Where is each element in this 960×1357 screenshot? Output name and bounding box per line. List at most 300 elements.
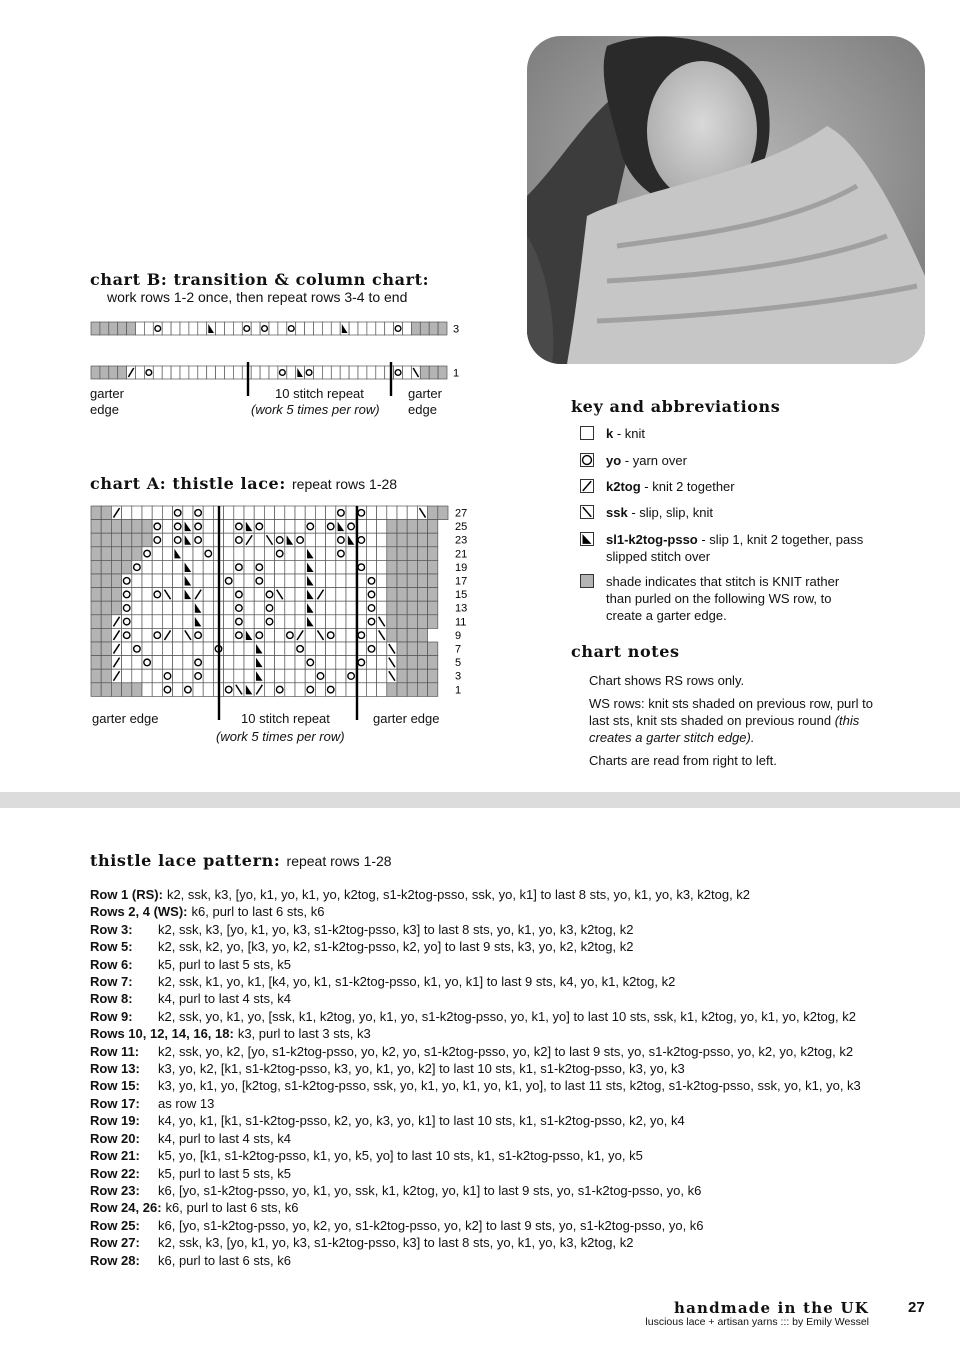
chart-a-cell (132, 683, 142, 697)
pattern-row-label: Row 21: (90, 1148, 140, 1164)
chart-a-cell (122, 560, 132, 574)
chart-a-cell (366, 560, 376, 574)
chart-a-cell (366, 669, 376, 683)
chart-a-cell (377, 560, 387, 574)
chart-a-cell (428, 642, 438, 656)
chart-a-cell (407, 683, 417, 697)
chart-a-cell (142, 669, 152, 683)
chart-a-cell (132, 574, 142, 588)
chart-a-cell (91, 506, 101, 520)
chart-a-cell (173, 560, 183, 574)
chart-a-cell (285, 547, 295, 561)
key-description: - knit (613, 426, 646, 441)
chart-a-cell (142, 560, 152, 574)
chart-a-cell (407, 628, 417, 642)
chart-a-cell (264, 683, 274, 697)
chart-a-cell (366, 656, 376, 670)
chart-a-title: chart A: thistle lace: repeat rows 1-28 (90, 474, 398, 493)
chart-a-cell (264, 628, 274, 642)
chart-a-cell (407, 642, 417, 656)
pattern-row-text: k5, purl to last 5 sts, k5 (158, 1165, 291, 1181)
chart-a-cell (264, 520, 274, 534)
chart-a-cell (162, 574, 172, 588)
pattern-row-label: Row 23: (90, 1182, 140, 1198)
chart-b-garter-left: garter edge (90, 386, 124, 417)
chart-a-cell (336, 642, 346, 656)
chart-a-cell (173, 683, 183, 697)
chart-a-cell (407, 656, 417, 670)
chart-a-cell (142, 588, 152, 602)
chart-a-cell (101, 628, 111, 642)
shaded-square-icon (580, 574, 594, 588)
chart-a-cell (101, 560, 111, 574)
chart-a-cell (377, 683, 387, 697)
chart-a-cell (183, 506, 193, 520)
chart-a-cell (224, 656, 234, 670)
chart-a-cell (132, 615, 142, 629)
pattern-row (90, 938, 930, 955)
pattern-row-text: k5, yo, [k1, s1-k2tog-psso, k1, yo, k5, yo] to last 10 sts, k1, s1-k2tog-psso, k1, yo, k5 (158, 1148, 643, 1164)
chart-a-cell (366, 547, 376, 561)
chart-a-cell (234, 642, 244, 656)
chart-a-cell (407, 588, 417, 602)
chart-a-cell (346, 506, 356, 520)
chart-a-cell (152, 669, 162, 683)
chart-a-cell (183, 547, 193, 561)
chart-a-cell (295, 560, 305, 574)
chart-a-cell (101, 533, 111, 547)
chart-a-cell (387, 588, 397, 602)
chart-a-cell (428, 615, 438, 629)
chart-a-cell (152, 642, 162, 656)
pattern-row-label: Row 20: (90, 1130, 140, 1146)
chart-a-cell (203, 628, 213, 642)
pattern-row (90, 921, 930, 938)
chart-a-cell (417, 642, 427, 656)
chart-a-cell (244, 642, 254, 656)
chart-a-cell (122, 656, 132, 670)
chart-a-row-number: 3 (455, 670, 462, 683)
chart-a-cell (438, 506, 448, 520)
chart-a-cell (305, 628, 315, 642)
chart-a-cell (254, 615, 264, 629)
pattern-row-text: k2, ssk, k1, yo, k1, [k4, yo, k1, s1-k2tog-psso, k1, yo, k1] to last 9 sts, k4, yo, k1, k2tog, k2 (158, 974, 676, 990)
pattern-row-label: Rows 2, 4 (WS): (90, 904, 188, 920)
pattern-row-text: k2, ssk, k3, [yo, k1, yo, k1, yo, k2tog, s1-k2tog-psso, ssk, yo, k1] to last 8 sts, yo, k1, yo, k3, k2tog, k2 (166, 887, 751, 902)
chart-a-cell (244, 615, 254, 629)
chart-a-cell (428, 547, 438, 561)
chart-a-cell (173, 669, 183, 683)
chart-a-cell (132, 669, 142, 683)
chart-a-cell (285, 683, 295, 697)
chart-a-cell (295, 588, 305, 602)
chart-b-garter-right: garter edge (408, 386, 442, 417)
chart-a-cell (346, 560, 356, 574)
slash-square-icon (580, 479, 594, 493)
chart-a-cell (377, 533, 387, 547)
pattern-row (90, 1165, 930, 1182)
chart-a-cell (275, 560, 285, 574)
chart-a-cell (152, 656, 162, 670)
chart-a-cell (417, 683, 427, 697)
empty-square-icon (580, 426, 594, 440)
chart-a-cell (152, 547, 162, 561)
pattern-row-text: k5, purl to last 5 sts, k5 (158, 956, 291, 972)
chart-a-cell (111, 533, 121, 547)
chart-a-cell (142, 533, 152, 547)
pattern-row-text: k2, ssk, k3, [yo, k1, yo, k3, s1-k2tog-psso, k3] to last 8 sts, yo, k1, yo, k3, k2tog, k2 (158, 1235, 634, 1251)
chart-a-cell (397, 560, 407, 574)
chart-a-cell (326, 588, 336, 602)
key-description: - slip, slip, knit (627, 505, 713, 520)
pattern-row-label: Row 22: (90, 1165, 140, 1181)
chart-a-cell (254, 547, 264, 561)
chart-a-cell (285, 669, 295, 683)
chart-a-cell (295, 506, 305, 520)
pattern-row-label: Row 19: (90, 1113, 140, 1129)
chart-b-row-number: 3 (453, 323, 460, 336)
pattern-row-text: k6, [yo, s1-k2tog-psso, yo, k1, yo, ssk, k1, k2tog, yo, k1] to last 9 sts, yo, s1-k2tog-psso, yo, k6 (158, 1182, 702, 1198)
chart-a-cell (234, 547, 244, 561)
key-term: ssk (606, 505, 628, 520)
pattern-row (90, 1043, 930, 1060)
chart-a-cell (326, 601, 336, 615)
chart-a-cell (315, 560, 325, 574)
chart-a-cell (193, 683, 203, 697)
chart-a-cell (193, 547, 203, 561)
chart-a-cell (101, 642, 111, 656)
chart-a-repeat-note: (work 5 times per row) (216, 729, 345, 744)
chart-a-cell (91, 656, 101, 670)
chart-a-cell (295, 574, 305, 588)
chart-a-row-number: 17 (455, 575, 468, 588)
pattern-row-label: Row 8: (90, 991, 133, 1007)
chart-a-cell (173, 574, 183, 588)
pattern-row-text: k6, purl to last 6 sts, k6 (158, 1252, 291, 1268)
chart-a-cell (377, 656, 387, 670)
pattern-row-label: Row 24, 26: (90, 1200, 162, 1216)
pattern-row (90, 903, 930, 920)
chart-a-cell (275, 520, 285, 534)
pattern-row-text: k3, purl to last 3 sts, k3 (237, 1026, 371, 1042)
pattern-row (90, 1060, 930, 1077)
chart-a-cell (234, 669, 244, 683)
chart-a-cell (101, 615, 111, 629)
chart-a-cell (326, 669, 336, 683)
pattern-row (90, 1234, 930, 1251)
chart-a-cell (91, 533, 101, 547)
chart-a-cell (101, 547, 111, 561)
chart-a-cell (295, 547, 305, 561)
chart-a-cell (428, 574, 438, 588)
chart-a-row-number: 1 (455, 684, 462, 697)
chart-a-cell (162, 547, 172, 561)
chart-a-cell (417, 601, 427, 615)
chart-a-cell (142, 615, 152, 629)
chart-a-cell (162, 601, 172, 615)
chart-a-cell (152, 615, 162, 629)
chart-a-cell (428, 669, 438, 683)
chart-a-cell (152, 574, 162, 588)
chart-a-cell (397, 683, 407, 697)
chart-a-cell (275, 574, 285, 588)
chart-a-cell (295, 615, 305, 629)
chart-a-cell (122, 520, 132, 534)
chart-a-cell (407, 669, 417, 683)
chart-a-cell (152, 601, 162, 615)
chart-a-cell (417, 520, 427, 534)
pattern-row-text: k4, purl to last 4 sts, k4 (158, 991, 291, 1007)
section-divider (0, 792, 960, 808)
chart-a-cell (417, 588, 427, 602)
chart-a-cell (407, 601, 417, 615)
chart-a-cell (132, 656, 142, 670)
key-term: k (606, 426, 614, 441)
pattern-row (90, 886, 930, 903)
pattern-row-label: Row 13: (90, 1061, 140, 1077)
chart-a-cell (183, 615, 193, 629)
chart-a-cell (244, 574, 254, 588)
chart-a-cell (275, 615, 285, 629)
chart-a-cell (234, 656, 244, 670)
pattern-row-label: Row 25: (90, 1217, 140, 1233)
chart-a-cell (173, 588, 183, 602)
key-term: sl1-k2tog-psso (606, 532, 698, 547)
pattern-rows (90, 886, 930, 1269)
chart-a-cell (111, 588, 121, 602)
chart-a-cell (122, 642, 132, 656)
chart-a-cell (254, 533, 264, 547)
key-term: yo (606, 453, 622, 468)
chart-a-cell (173, 656, 183, 670)
chart-a-cell (132, 601, 142, 615)
pattern-row-label: Row 15: (90, 1078, 140, 1094)
chart-a-cell (397, 601, 407, 615)
chart-a-cell (407, 506, 417, 520)
chart-a-cell (377, 520, 387, 534)
chart-a-cell (305, 642, 315, 656)
chart-a-cell (244, 601, 254, 615)
chart-a-cell (428, 520, 438, 534)
page-number: 27 (908, 1299, 925, 1316)
chart-a-cell (111, 520, 121, 534)
chart-a-cell (111, 560, 121, 574)
chart-a-cell (428, 683, 438, 697)
chart-a-cell (101, 656, 111, 670)
chart-a-cell (254, 506, 264, 520)
chart-a-cell (122, 506, 132, 520)
chart-a-cell (264, 642, 274, 656)
chart-a-cell (387, 506, 397, 520)
chart-a-cell (336, 669, 346, 683)
chart-a-cell (315, 642, 325, 656)
chart-a-cell (132, 588, 142, 602)
chart-a-repeat-label: 10 stitch repeat (241, 711, 330, 726)
chart-a-cell (285, 615, 295, 629)
chart-a-cell (162, 520, 172, 534)
chart-a-cell (224, 547, 234, 561)
pattern-row-text: k4, yo, k1, [k1, s1-k2tog-psso, k2, yo, k3, yo, k1] to last 10 sts, k1, s1-k2tog-psso, k2, yo, k4 (158, 1113, 685, 1129)
note-2: WS rows: knit sts shaded on previous row, purl to last sts, knit sts shaded on previous round (this creates a garter stitch edge). (589, 696, 873, 745)
chart-a-cell (162, 506, 172, 520)
chart-a-cell (346, 615, 356, 629)
chart-a-cell (285, 656, 295, 670)
chart-a-garter-left: garter edge (92, 711, 159, 726)
chart-a-cell (152, 506, 162, 520)
chart-a-cell (91, 601, 101, 615)
note-3: Charts are read from right to left. (589, 753, 777, 768)
chart-a-row-number: 27 (455, 507, 468, 520)
chart-a-cell (407, 615, 417, 629)
pattern-row-text: k2, ssk, k3, [yo, k1, yo, k3, s1-k2tog-psso, k3] to last 8 sts, yo, k1, yo, k3, k2tog, k2 (158, 921, 634, 937)
chart-a-cell (315, 520, 325, 534)
chart-a-cell (428, 533, 438, 547)
chart-a-cell (224, 533, 234, 547)
chart-a-cell (417, 656, 427, 670)
chart-a-cell (315, 547, 325, 561)
chart-a-row-number: 5 (455, 657, 462, 670)
pattern-row-label: Row 27: (90, 1235, 140, 1251)
chart-a-cell (173, 628, 183, 642)
chart-a-cell (366, 683, 376, 697)
chart-a-cell (326, 642, 336, 656)
chart-a-cell (183, 656, 193, 670)
chart-a-cell (377, 669, 387, 683)
chart-a-cell (142, 642, 152, 656)
chart-a-cell (326, 656, 336, 670)
chart-a-cell (336, 601, 346, 615)
chart-a-cell (254, 601, 264, 615)
pattern-row (90, 1182, 930, 1199)
chart-a-cell (91, 588, 101, 602)
chart-a-cell (203, 588, 213, 602)
pattern-row-text: k3, yo, k1, yo, [k2tog, s1-k2tog-psso, ssk, yo, k1, yo, k1, yo, k1, yo], to last 11 sts, k2tog, s1-k2tog-psso, ssk, yo, k1, yo, k3 (158, 1078, 861, 1094)
chart-a-cell (101, 588, 111, 602)
chart-a-cell (91, 574, 101, 588)
chart-a-cell (203, 520, 213, 534)
chart-a-cell (315, 656, 325, 670)
chart-a-cell (264, 506, 274, 520)
chart-a-cell (407, 547, 417, 561)
key-title: key and abbreviations (571, 397, 781, 416)
chart-a-cell (336, 656, 346, 670)
pattern-row (90, 956, 930, 973)
pattern-row-text: k6, [yo, s1-k2tog-psso, yo, k2, yo, s1-k2tog-psso, yo, k2] to last 9 sts, yo, s1-k2tog-psso, yo, k6 (158, 1217, 704, 1233)
chart-a-cell (428, 506, 438, 520)
chart-a-cell (407, 574, 417, 588)
pattern-row-text: k6, purl to last 6 sts, k6 (165, 1200, 299, 1216)
chart-a-cell (336, 615, 346, 629)
chart-b-repeat-label: 10 stitch repeat (275, 386, 364, 401)
chart-b-repeat-note: (work 5 times per row) (251, 402, 380, 417)
chart-a-cell (305, 669, 315, 683)
chart-a-cell (315, 533, 325, 547)
chart-a-cell (173, 601, 183, 615)
chart-a-cell (326, 547, 336, 561)
chart-a-cell (428, 601, 438, 615)
pattern-row (90, 1217, 930, 1234)
chart-a-cell (162, 642, 172, 656)
chart-a-cell (275, 642, 285, 656)
chart-a-cell (326, 560, 336, 574)
chart-a-cell (203, 533, 213, 547)
chart-a-cell (346, 656, 356, 670)
chart-a-cell (132, 547, 142, 561)
pattern-row (90, 1112, 930, 1129)
chart-a-cell (275, 628, 285, 642)
chart-a-cell (203, 574, 213, 588)
chart-a-cell (203, 601, 213, 615)
chart-a-cell (346, 642, 356, 656)
chart-a-cell (203, 506, 213, 520)
chart-a-cell (193, 642, 203, 656)
chart-a-cell (142, 628, 152, 642)
pattern-row-label: Row 5: (90, 939, 133, 955)
chart-a-cell (326, 615, 336, 629)
pattern-row-label: Row 3: (90, 921, 133, 937)
chart-a-cell (224, 560, 234, 574)
chart-a-cell (244, 560, 254, 574)
chart-a-cell (111, 547, 121, 561)
chart-a-cell (417, 547, 427, 561)
chart-a-cell (91, 628, 101, 642)
chart-a-cell (397, 506, 407, 520)
chart-a-cell (377, 642, 387, 656)
chart-a-cell (101, 574, 111, 588)
pattern-row-text: as row 13 (158, 1095, 215, 1111)
chart-a-cell (366, 628, 376, 642)
chart-a-cell (285, 520, 295, 534)
chart-a-cell (122, 547, 132, 561)
chart-notes (589, 672, 879, 775)
chart-a-cell (254, 588, 264, 602)
chart-a-cell (305, 533, 315, 547)
chart-a-cell (224, 669, 234, 683)
chart-a-cell (142, 506, 152, 520)
pattern-row-label: Row 17: (90, 1095, 140, 1111)
chart-a-cell (397, 642, 407, 656)
pattern-row (90, 1130, 930, 1147)
chart-a-cell (346, 601, 356, 615)
chart-a-row-number: 11 (455, 616, 467, 629)
chart-a-garter-right: garter edge (373, 711, 440, 726)
chart-a-cell (244, 506, 254, 520)
chart-a-cell (162, 560, 172, 574)
key-description: - knit 2 together (640, 479, 735, 494)
chart-a-cell (183, 642, 193, 656)
chart-a-cell (132, 628, 142, 642)
chart-a-cell (366, 520, 376, 534)
chart-a-cell (387, 601, 397, 615)
chart-a-cell (417, 628, 427, 642)
pattern-row-label: Row 1 (RS): (90, 887, 163, 902)
pattern-row (90, 973, 930, 990)
chart-a-cell (336, 588, 346, 602)
chart-a-cell (203, 669, 213, 683)
chart-a-cell (203, 642, 213, 656)
pattern-row-text: k4, purl to last 4 sts, k4 (158, 1130, 291, 1146)
chart-a-cell (407, 560, 417, 574)
chart-a-cell (285, 588, 295, 602)
chart-a-cell (142, 601, 152, 615)
chart-a-cell (346, 547, 356, 561)
footer-subtitle: luscious lace + artisan yarns ::: by Emily Wessel (645, 1316, 869, 1328)
chart-a-cell (285, 506, 295, 520)
chart-a-cell (91, 615, 101, 629)
chart-a-cell (183, 669, 193, 683)
chart-a-cell (101, 669, 111, 683)
chart-a-cell (387, 560, 397, 574)
